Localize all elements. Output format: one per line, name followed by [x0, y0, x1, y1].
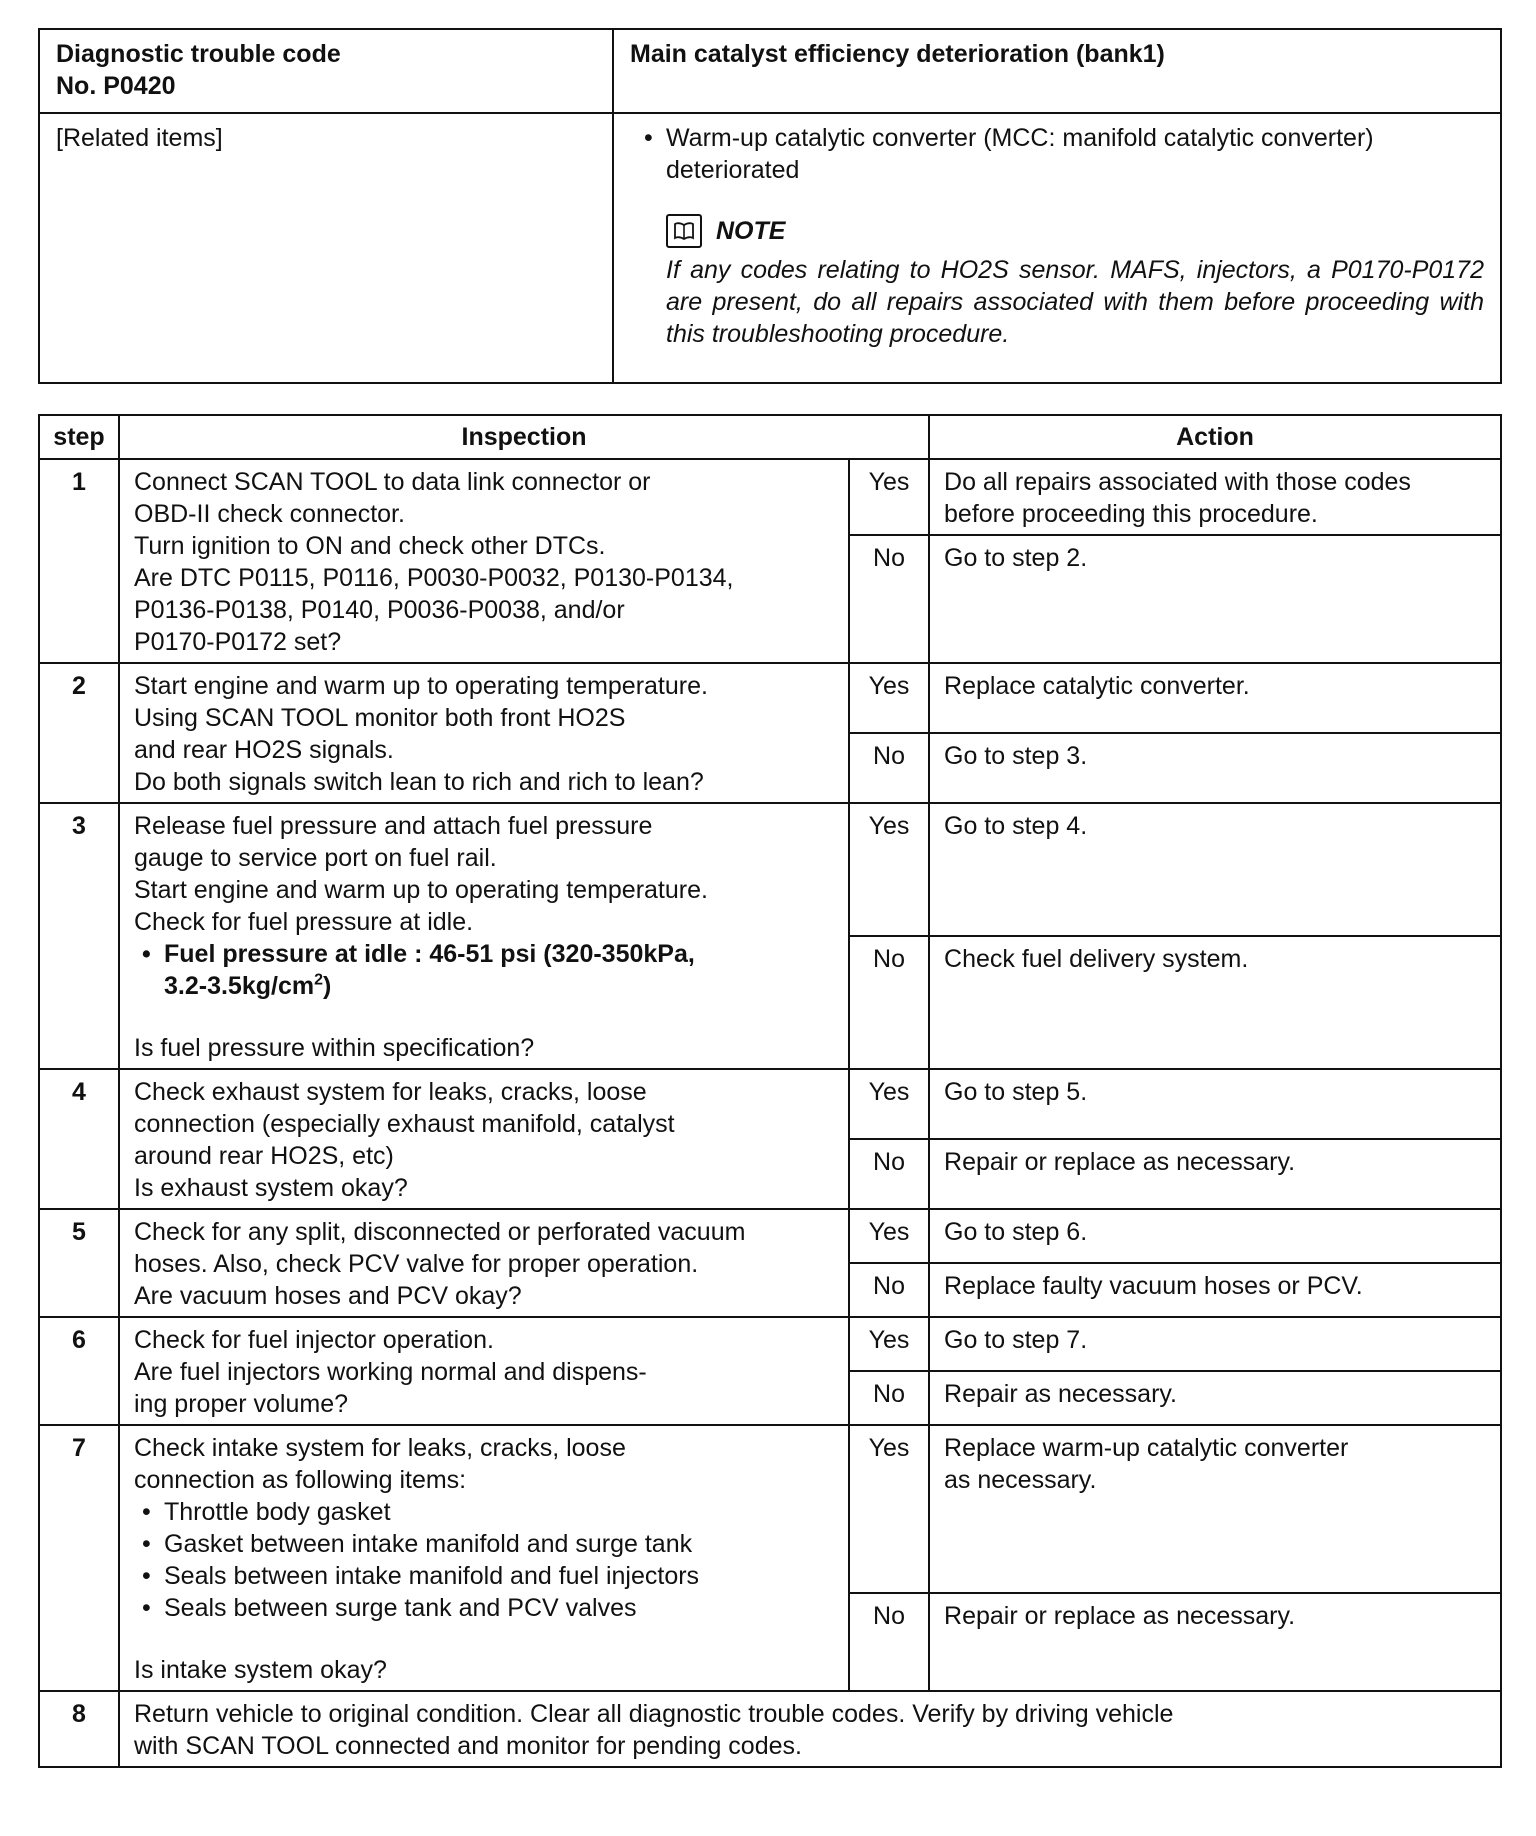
page	[38, 28, 1502, 1768]
yes-action: Do all repairs associated with those codes before proceeding this procedure.	[929, 459, 1501, 535]
yes-label: Yes	[849, 803, 929, 936]
step-number: 6	[39, 1317, 119, 1425]
no-action: Go to step 2.	[929, 535, 1501, 663]
step-number: 1	[39, 459, 119, 663]
inspection-line: Check for fuel injector operation.	[134, 1326, 494, 1354]
inspection-line: Check intake system for leaks, cracks, loose	[134, 1434, 626, 1462]
inspection-line: Start engine and warm up to operating temperature.	[134, 876, 708, 904]
inspection-line: Using SCAN TOOL monitor both front HO2S	[134, 704, 626, 732]
inspection-question: Is fuel pressure within specification?	[134, 1034, 535, 1062]
yes-action: Replace catalytic converter.	[929, 663, 1501, 733]
step-final-text	[119, 1691, 1501, 1767]
yes-label: Yes	[849, 1317, 929, 1371]
inspection-line: gauge to service port on fuel rail.	[134, 844, 497, 872]
step-number: 7	[39, 1425, 119, 1691]
inspection-line: Are fuel injectors working normal and dispens-	[134, 1358, 647, 1386]
table-header-row	[39, 415, 1501, 459]
list-item: • Throttle body gasket	[164, 1496, 834, 1528]
action-line: Replace warm-up catalytic converter	[944, 1434, 1349, 1462]
yes-action: Go to step 5.	[929, 1069, 1501, 1139]
inspection-line: Start engine and warm up to operating temperature.	[134, 672, 708, 700]
step-inspection	[119, 1069, 849, 1209]
no-action: Replace faulty vacuum hoses or PCV.	[929, 1263, 1501, 1317]
final-line: Return vehicle to original condition. Clear all diagnostic trouble codes. Verify by driving vehicle	[134, 1700, 1174, 1728]
no-action: Repair or replace as necessary.	[929, 1139, 1501, 1209]
dtc-header-table	[38, 28, 1502, 384]
yes-action	[929, 1425, 1501, 1593]
no-label: No	[849, 535, 929, 663]
troubleshooting-table	[38, 414, 1502, 1768]
book-icon	[666, 214, 702, 248]
intake-items-list	[134, 1496, 834, 1624]
column-header-inspection: Inspection	[119, 415, 929, 459]
related-label: [Related items]	[39, 113, 613, 383]
list-item: • Gasket between intake manifold and surge tank	[164, 1528, 834, 1560]
step-row	[39, 1317, 1501, 1371]
step-row	[39, 459, 1501, 535]
inspection-line: Are vacuum hoses and PCV okay?	[134, 1282, 522, 1310]
step-number: 4	[39, 1069, 119, 1209]
inspection-line: Release fuel pressure and attach fuel pressure	[134, 812, 653, 840]
list-item: • Seals between intake manifold and fuel injectors	[164, 1560, 834, 1592]
related-list	[630, 122, 1484, 186]
yes-label: Yes	[849, 1425, 929, 1593]
inspection-line: Check exhaust system for leaks, cracks, loose	[134, 1078, 647, 1106]
yes-label: Yes	[849, 663, 929, 733]
no-action: Repair or replace as necessary.	[929, 1593, 1501, 1691]
yes-label: Yes	[849, 1209, 929, 1263]
yes-label: Yes	[849, 1069, 929, 1139]
inspection-question: Is intake system okay?	[134, 1656, 387, 1684]
no-label: No	[849, 936, 929, 1069]
column-header-step: step	[39, 415, 119, 459]
step-row	[39, 1069, 1501, 1139]
step-number: 2	[39, 663, 119, 803]
step-inspection	[119, 459, 849, 663]
inspection-line: Turn ignition to ON and check other DTCs.	[134, 532, 606, 560]
spec-text: Fuel pressure at idle : 46-51 psi (320-350kPa,	[164, 940, 695, 968]
spec-list	[134, 938, 834, 1002]
dtc-code-cell	[39, 29, 613, 113]
related-cell	[613, 113, 1501, 383]
step-number: 8	[39, 1691, 119, 1767]
inspection-line: OBD-II check connector.	[134, 500, 405, 528]
yes-action: Go to step 6.	[929, 1209, 1501, 1263]
inspection-line: Do both signals switch lean to rich and rich to lean?	[134, 768, 704, 796]
inspection-line: connection as following items:	[134, 1466, 467, 1494]
step-row	[39, 1691, 1501, 1767]
spec-text: 3.2-3.5kg/cm	[164, 972, 315, 1000]
no-label: No	[849, 1593, 929, 1691]
inspection-line: Check for any split, disconnected or perforated vacuum	[134, 1218, 746, 1246]
no-label: No	[849, 1139, 929, 1209]
step-row	[39, 1209, 1501, 1263]
list-item: • Seals between surge tank and PCV valves	[164, 1592, 834, 1624]
spec-superscript: 2	[314, 971, 323, 989]
no-label: No	[849, 1263, 929, 1317]
inspection-line: P0170-P0172 set?	[134, 628, 342, 656]
yes-action: Go to step 7.	[929, 1317, 1501, 1371]
inspection-line: around rear HO2S, etc)	[134, 1142, 394, 1170]
step-row	[39, 1425, 1501, 1593]
related-item: • Warm-up catalytic converter (MCC: manifold catalytic converter) deteriorated	[666, 122, 1484, 186]
no-action: Check fuel delivery system.	[929, 936, 1501, 1069]
note-text: If any codes relating to HO2S sensor. MAFS, injectors, a P0170-P0172 are present, do all repairs associated with them before proceeding with this troubleshooting procedure.	[666, 256, 1484, 348]
note-label: NOTE	[716, 217, 786, 245]
step-inspection	[119, 1317, 849, 1425]
inspection-line: Check for fuel pressure at idle.	[134, 908, 474, 936]
inspection-line: P0136-P0138, P0140, P0036-P0038, and/or	[134, 596, 625, 624]
no-action: Repair as necessary.	[929, 1371, 1501, 1425]
spec-item	[164, 938, 834, 1002]
inspection-line: Is exhaust system okay?	[134, 1174, 408, 1202]
step-row	[39, 663, 1501, 733]
inspection-line: Are DTC P0115, P0116, P0030-P0032, P0130-P0134,	[134, 564, 734, 592]
no-action: Go to step 3.	[929, 733, 1501, 803]
inspection-line: connection (especially exhaust manifold, catalyst	[134, 1110, 675, 1138]
column-header-action: Action	[929, 415, 1501, 459]
step-row	[39, 803, 1501, 936]
inspection-line: and rear HO2S signals.	[134, 736, 394, 764]
dtc-number: No. P0420	[56, 72, 176, 100]
action-line: as necessary.	[944, 1466, 1097, 1494]
inspection-line: Connect SCAN TOOL to data link connector or	[134, 468, 651, 496]
inspection-line: hoses. Also, check PCV valve for proper operation.	[134, 1250, 699, 1278]
no-label: No	[849, 1371, 929, 1425]
no-label: No	[849, 733, 929, 803]
step-number: 3	[39, 803, 119, 1069]
inspection-line: ing proper volume?	[134, 1390, 349, 1418]
final-line: with SCAN TOOL connected and monitor for pending codes.	[134, 1732, 802, 1760]
yes-action: Go to step 4.	[929, 803, 1501, 936]
step-inspection	[119, 803, 849, 1069]
step-inspection	[119, 1425, 849, 1691]
spec-text: )	[323, 972, 332, 1000]
dtc-title: Main catalyst efficiency deterioration (bank1)	[613, 29, 1501, 113]
dtc-label: Diagnostic trouble code	[56, 40, 341, 68]
step-inspection	[119, 1209, 849, 1317]
step-number: 5	[39, 1209, 119, 1317]
step-inspection	[119, 663, 849, 803]
yes-label: Yes	[849, 459, 929, 535]
note-heading	[666, 214, 1484, 248]
